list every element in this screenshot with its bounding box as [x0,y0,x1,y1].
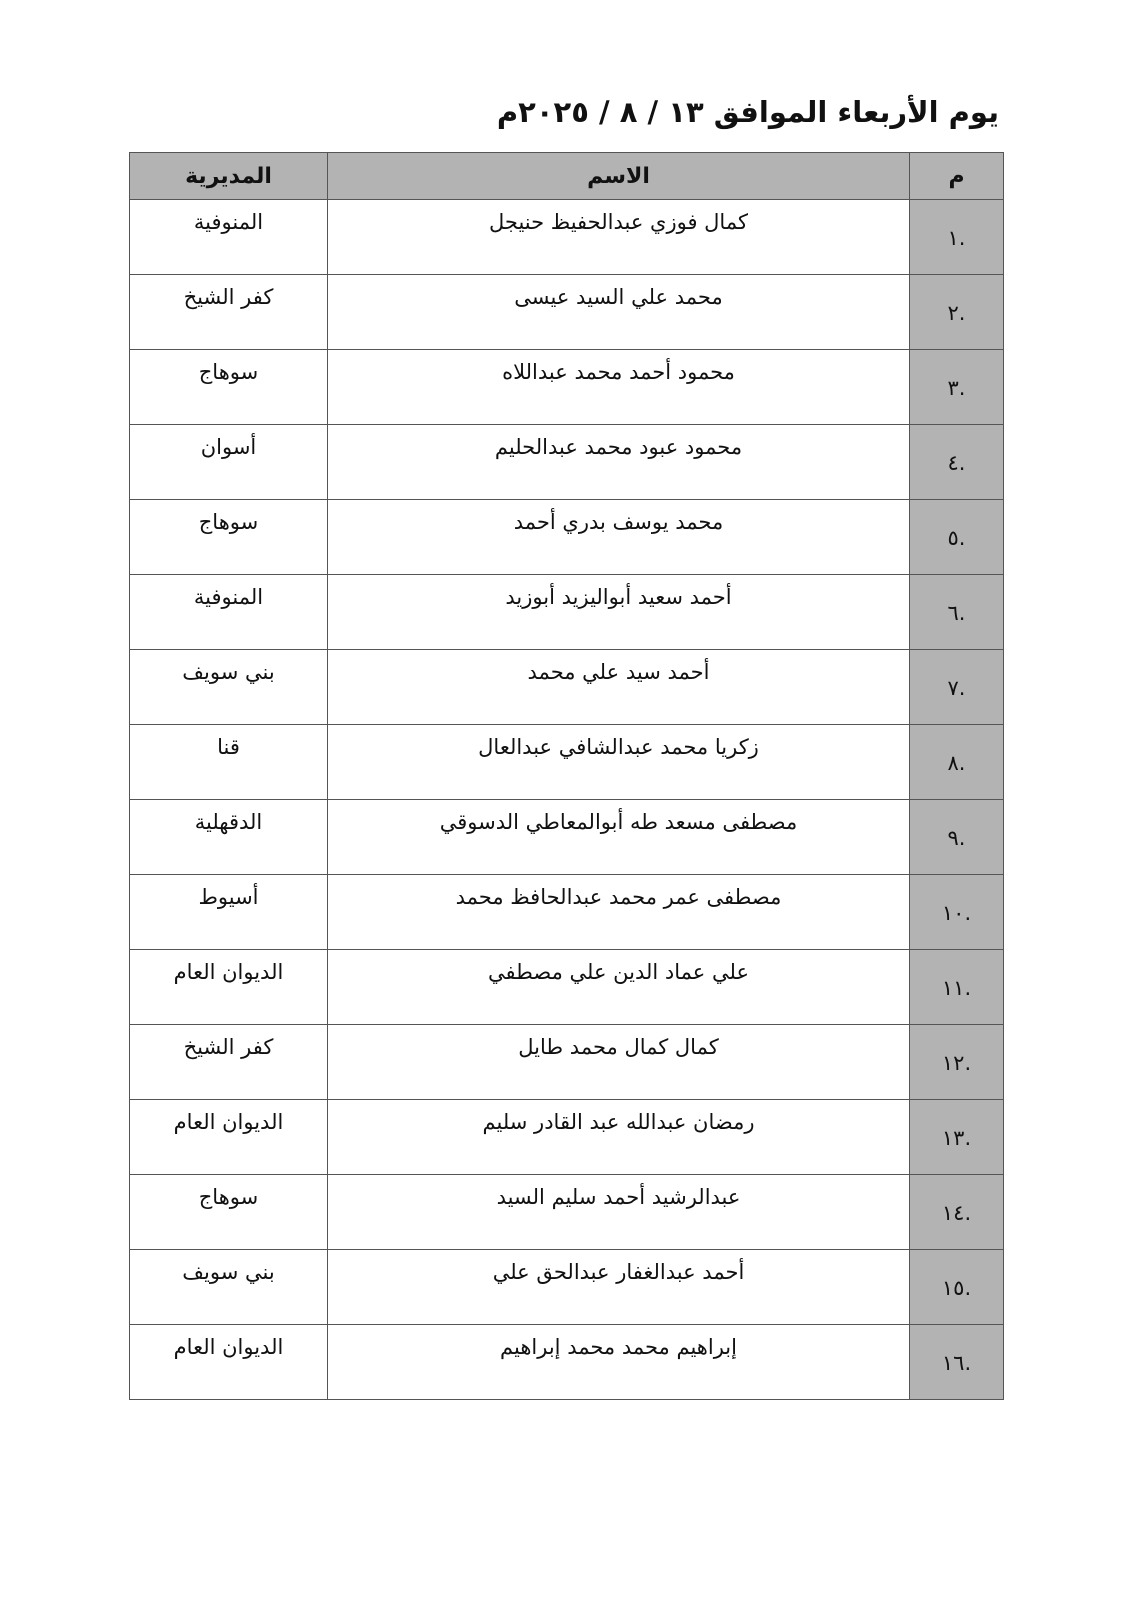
row-directorate: الديوان العام [130,1325,328,1400]
row-number: .٥ [910,500,1004,575]
table-row [130,1250,1004,1325]
row-name: رمضان عبدالله عبد القادر سليم [328,1100,910,1175]
row-directorate: المنوفية [130,200,328,275]
row-directorate: سوهاج [130,500,328,575]
row-directorate: الديوان العام [130,950,328,1025]
table-row [130,1325,1004,1400]
table-row [130,875,1004,950]
table-row [130,350,1004,425]
row-directorate: الدقهلية [130,800,328,875]
row-number: .٦ [910,575,1004,650]
row-number: .١ [910,200,1004,275]
row-directorate: أسوان [130,425,328,500]
header-number: م [910,153,1004,200]
row-directorate: المنوفية [130,575,328,650]
header-name: الاسم [328,153,910,200]
table-row [130,425,1004,500]
row-name: أحمد سعيد أبواليزيد أبوزيد [328,575,910,650]
table-row [130,500,1004,575]
table-row [130,650,1004,725]
table-row [130,725,1004,800]
row-name: محمود أحمد محمد عبداللاه [328,350,910,425]
table-row [130,1175,1004,1250]
row-number: .١١ [910,950,1004,1025]
row-directorate: بني سويف [130,650,328,725]
row-name: كمال فوزي عبدالحفيظ حنيجل [328,200,910,275]
header-directorate: المديرية [130,153,328,200]
row-number: .١٦ [910,1325,1004,1400]
row-number: .١٠ [910,875,1004,950]
table-row [130,800,1004,875]
row-number: .١٣ [910,1100,1004,1175]
row-name: محمد علي السيد عيسى [328,275,910,350]
header-row [130,153,1004,200]
row-directorate: سوهاج [130,1175,328,1250]
table-row [130,200,1004,275]
table-header [130,153,1004,200]
row-number: .٢ [910,275,1004,350]
row-directorate: كفر الشيخ [130,1025,328,1100]
row-name: أحمد عبدالغفار عبدالحق علي [328,1250,910,1325]
row-name: عبدالرشيد أحمد سليم السيد [328,1175,910,1250]
row-name: كمال كمال محمد طايل [328,1025,910,1100]
roster-table [129,152,1004,1400]
row-number: .١٤ [910,1175,1004,1250]
row-name: مصطفى عمر محمد عبدالحافظ محمد [328,875,910,950]
row-directorate: قنا [130,725,328,800]
row-directorate: أسيوط [130,875,328,950]
row-number: .١٥ [910,1250,1004,1325]
row-number: .٧ [910,650,1004,725]
row-name: أحمد سيد علي محمد [328,650,910,725]
row-directorate: الديوان العام [130,1100,328,1175]
row-name: مصطفى مسعد طه أبوالمعاطي الدسوقي [328,800,910,875]
row-directorate: كفر الشيخ [130,275,328,350]
row-directorate: سوهاج [130,350,328,425]
row-directorate: بني سويف [130,1250,328,1325]
row-number: .٣ [910,350,1004,425]
row-name: زكريا محمد عبدالشافي عبدالعال [328,725,910,800]
table-row [130,575,1004,650]
table-row [130,1025,1004,1100]
row-name: محمد يوسف بدري أحمد [328,500,910,575]
row-number: .١٢ [910,1025,1004,1100]
row-name: إبراهيم محمد محمد إبراهيم [328,1325,910,1400]
row-number: .٩ [910,800,1004,875]
table-row [130,1100,1004,1175]
row-number: .٨ [910,725,1004,800]
table-body [130,200,1004,1400]
row-name: محمود عبود محمد عبدالحليم [328,425,910,500]
row-name: علي عماد الدين علي مصطفي [328,950,910,1025]
table-row [130,275,1004,350]
row-number: .٤ [910,425,1004,500]
page-title: يوم الأربعاء الموافق ١٣ / ٨ / ٢٠٢٥م [496,95,999,129]
table-row [130,950,1004,1025]
